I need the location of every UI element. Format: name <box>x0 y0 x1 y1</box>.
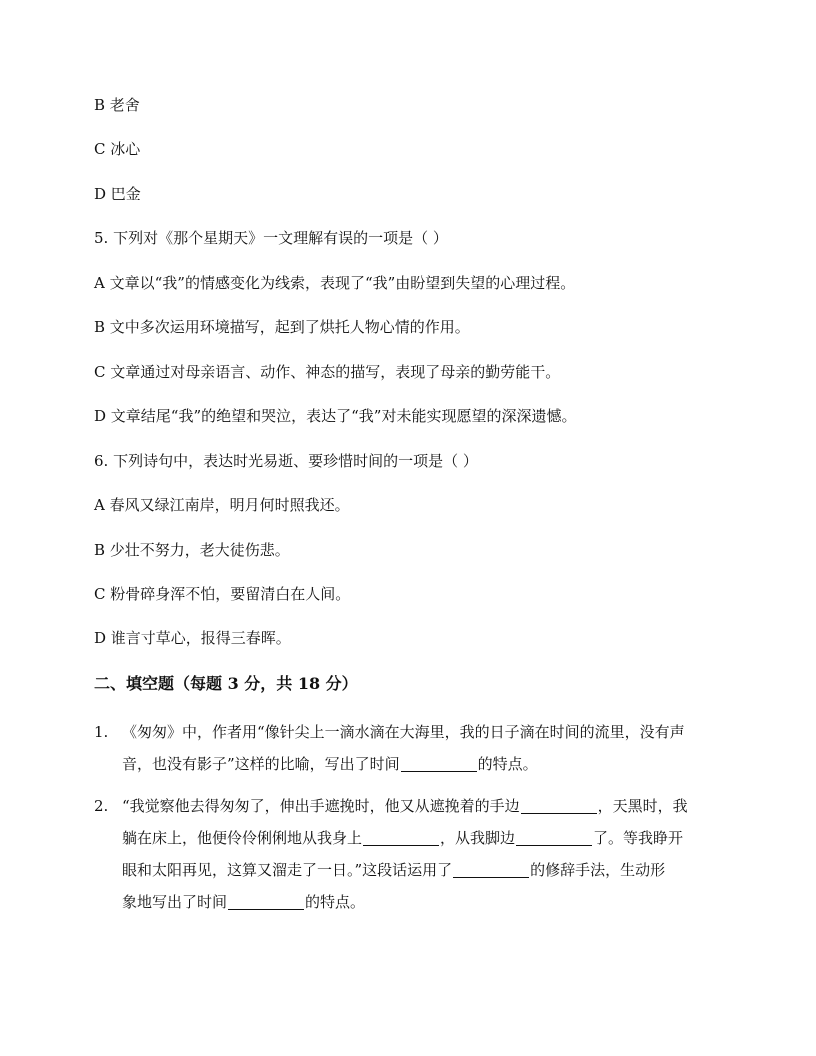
fill-q2-line-3 <box>94 854 724 886</box>
fill-q2-blank-3[interactable] <box>516 829 592 846</box>
fill-q2-line-4 <box>94 886 724 918</box>
fill-q2-text-3b: 的修辞手法，生动形 <box>530 861 666 879</box>
fill-q2-text-2c: 了。等我睁开 <box>593 829 684 847</box>
fill-q2-line-2 <box>94 822 724 854</box>
fill-q2-number: 2. <box>94 797 109 815</box>
q6-option-b: B 少壮不努力，老大徒伤悲。 <box>94 541 290 559</box>
fill-q2-blank-5[interactable] <box>228 893 304 910</box>
fill-q1-text-1: 《匆匆》中，作者用“像针尖上一滴水滴在大海里，我的日子滴在时间的流里，没有声 <box>122 723 685 741</box>
fill-q2-text-1b: ，天黑时，我 <box>597 797 688 815</box>
q4-option-b: B 老舍 <box>94 96 140 114</box>
fill-q2-text-1a: “我觉察他去得匆匆了，伸出手遮挽时，他又从遮挽着的手边 <box>122 797 520 815</box>
fill-q1-line-2 <box>94 748 724 780</box>
q5-stem: 5. 下列对《那个星期天》一文理解有误的一项是（ ） <box>94 229 448 247</box>
section2-heading: 二、填空题（每题 3 分，共 18 分） <box>94 674 358 693</box>
fill-q2-blank-2[interactable] <box>363 829 439 846</box>
q6-option-c: C 粉骨碎身浑不怕，要留清白在人间。 <box>94 585 351 603</box>
fill-q1-line-1 <box>94 716 724 748</box>
fill-question-1 <box>94 716 724 780</box>
q4-option-d: D 巴金 <box>94 185 141 203</box>
fill-q2-blank-4[interactable] <box>453 861 529 878</box>
fill-q1-text-2a: 音，也没有影子”这样的比喻，写出了时间 <box>122 755 400 773</box>
q5-option-c: C 文章通过对母亲语言、动作、神态的描写，表现了母亲的勤劳能干。 <box>94 363 561 381</box>
fill-q2-text-2b: ，从我脚边 <box>440 829 516 847</box>
q4-option-c: C 冰心 <box>94 140 141 158</box>
q5-option-b: B 文中多次运用环境描写，起到了烘托人物心情的作用。 <box>94 318 470 336</box>
fill-q2-text-4b: 的特点。 <box>305 893 366 911</box>
fill-q2-line-1 <box>94 790 724 822</box>
fill-q2-text-4a: 象地写出了时间 <box>122 893 228 911</box>
fill-q2-text-2a: 躺在床上，他便伶伶俐俐地从我身上 <box>122 829 363 847</box>
fill-q1-number: 1. <box>94 723 109 741</box>
q6-option-d: D 谁言寸草心，报得三春晖。 <box>94 629 291 647</box>
fill-q2-text-3a: 眼和太阳再见，这算又溜走了一日。”这段话运用了 <box>122 861 453 879</box>
q6-stem: 6. 下列诗句中，表达时光易逝、要珍惜时间的一项是（ ） <box>94 452 478 470</box>
fill-q1-blank-1[interactable] <box>401 755 477 772</box>
fill-q1-text-2b: 的特点。 <box>477 755 538 773</box>
q6-option-a: A 春风又绿江南岸，明月何时照我还。 <box>94 496 350 514</box>
q5-option-d: D 文章结尾“我”的绝望和哭泣，表达了“我”对未能实现愿望的深深遗憾。 <box>94 407 577 425</box>
fill-q2-blank-1[interactable] <box>521 797 597 814</box>
fill-question-2 <box>94 790 724 918</box>
q5-option-a: A 文章以“我”的情感变化为线索，表现了“我”由盼望到失望的心理过程。 <box>94 274 576 292</box>
